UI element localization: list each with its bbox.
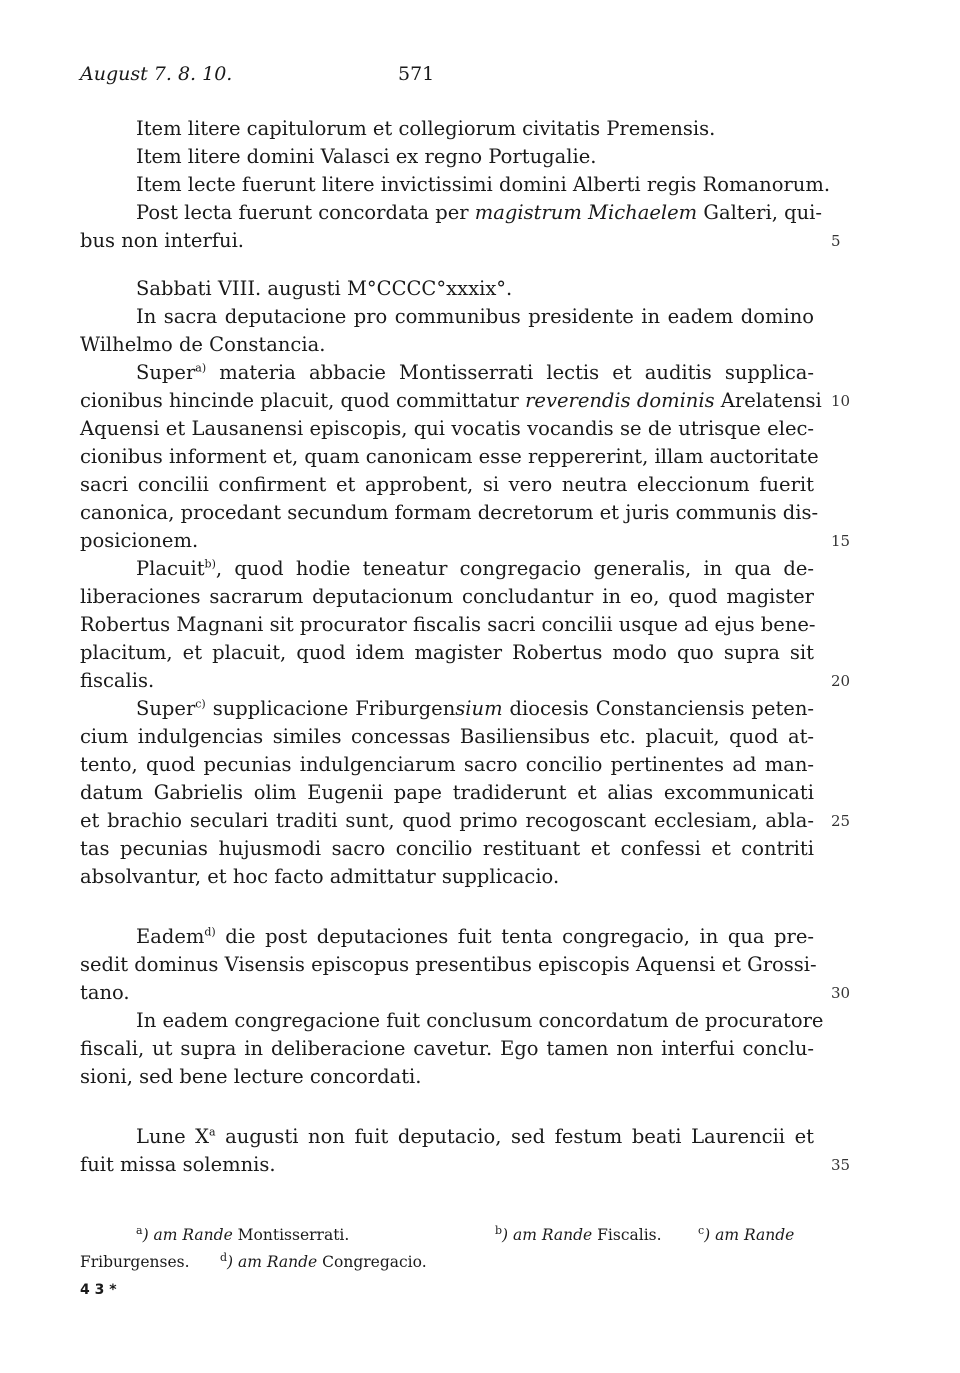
text-line: Lune $X^a$ augusti non fuit deputacio, sed festum beati Laurencii et xyxy=(136,1125,814,1148)
text-line: cium indulgencias similes concessas Basiliensibus etc. placuit, quod at- xyxy=(80,725,814,748)
line-number: 10 xyxy=(831,392,851,410)
text-line: placitum, et placuit, quod idem magister Robertus modo quo supra sit xyxy=(80,641,814,664)
text-line: et brachio seculari traditi sunt, quod primo recogoscant ecclesiam, abla- 25 xyxy=(80,807,814,835)
text-line: Placuit$^{b)}$, quod hodie teneatur congregacio generalis, in qua de- xyxy=(136,557,814,580)
footnote-line xyxy=(80,1249,814,1276)
text-line: Item lecte fuerunt litere invictissimi domini Alberti regis Romanorum. xyxy=(136,173,831,196)
text-line: posicionem. 15 xyxy=(80,527,814,555)
footnotes xyxy=(80,1222,814,1276)
text-line: sacri concilii confirment et approbent, si vero neutra eleccionum fuerit xyxy=(80,473,814,496)
footnote-c-text: Friburgenses. xyxy=(80,1253,190,1271)
text-line: tas pecunias hujusmodi sacro concilio restituant et confessi et contriti xyxy=(80,837,814,860)
text-line: datum Gabrielis olim Eugenii pape tradiderunt et alias excommunicati xyxy=(80,781,814,804)
footnote-a: $^a$) am Rande Montisserrati. xyxy=(136,1223,350,1244)
footnote-b: $^b$) am Rande Fiscalis. xyxy=(495,1223,662,1244)
footnote-d: $^d$) am Rande Congregacio. xyxy=(220,1250,427,1271)
text-line: fuit missa solemnis. 35 xyxy=(80,1151,814,1179)
printer-signature: 4 3 * xyxy=(80,1282,117,1298)
text-line: In sacra deputacione pro communibus presidente in eadem domino xyxy=(136,305,814,328)
line-number: 20 xyxy=(831,672,851,690)
text-line: tento, quod pecunias indulgenciarum sacro concilio pertinentes ad man- xyxy=(80,753,814,776)
text-line: Wilhelmo de Constancia. xyxy=(80,333,326,356)
text-line: cionibus informent et, quam canonicam esse reppererint, illam auctoritate xyxy=(80,445,819,468)
text-line: Item litere capitulorum et collegiorum civitatis Premensis. xyxy=(136,117,716,140)
running-head xyxy=(80,62,460,86)
body-text xyxy=(80,115,851,1179)
text-line: Super$^{c)}$ supplicacione Friburgensium diocesis Constanciensis peten- xyxy=(136,697,814,720)
line-number: 5 xyxy=(831,232,841,250)
line-number: 15 xyxy=(831,532,851,550)
text-line: cionibus hincinde placuit, quod committatur reverendis dominis Arelatensi 10 xyxy=(80,387,814,415)
text-line: Sabbati VIII. augusti M°CCCC°xxxix°. xyxy=(136,277,513,300)
text-line: Robertus Magnani sit procurator fiscalis sacri concilii usque ad ejus bene- xyxy=(80,613,816,636)
text-line: fiscalis. 20 xyxy=(80,667,814,695)
text-line: Super$^{a)}$ materia abbacie Montisserrati lectis et auditis supplica- xyxy=(136,361,814,384)
text-line: Aquensi et Lausanensi episcopis, qui vocatis vocandis se de utrisque elec- xyxy=(80,417,814,440)
text-line: liberaciones sacrarum deputacionum concludantur in eo, quod magister xyxy=(80,585,814,608)
text-line: Eadem$^{d)}$ die post deputaciones fuit tenta congregacio, in qua pre- xyxy=(136,925,814,948)
text-line: sioni, sed bene lecture concordati. xyxy=(80,1065,422,1088)
line-number: 25 xyxy=(831,812,851,830)
text-line: tano. 30 xyxy=(80,979,814,1007)
footnote-line xyxy=(80,1222,814,1249)
text-line: canonica, procedant secundum formam decretorum et juris communis dis- xyxy=(80,501,819,524)
text-line: sedit dominus Visensis episcopus presentibus episcopis Aquensi et Grossi- xyxy=(80,953,817,976)
line-number: 35 xyxy=(831,1156,851,1174)
line-number: 30 xyxy=(831,984,851,1002)
running-head-date: August 7. 8. 10. xyxy=(80,63,233,85)
text-line: bus non interfui. 5 xyxy=(80,227,814,255)
footnote-c: $^c$) am Rande xyxy=(698,1223,795,1244)
page-number: 571 xyxy=(398,63,435,85)
text-line: In eadem congregacione fuit conclusum concordatum de procuratore xyxy=(136,1009,824,1032)
text-line: Post lecta fuerunt concordata per magistrum Michaelem Galteri, qui- xyxy=(136,201,823,224)
text-line: Item litere domini Valasci ex regno Portugalie. xyxy=(136,145,597,168)
text-line: absolvantur, et hoc facto admittatur supplicacio. xyxy=(80,865,560,888)
text-line: fiscali, ut supra in deliberacione cavetur. Ego tamen non interfui conclu- xyxy=(80,1037,814,1060)
